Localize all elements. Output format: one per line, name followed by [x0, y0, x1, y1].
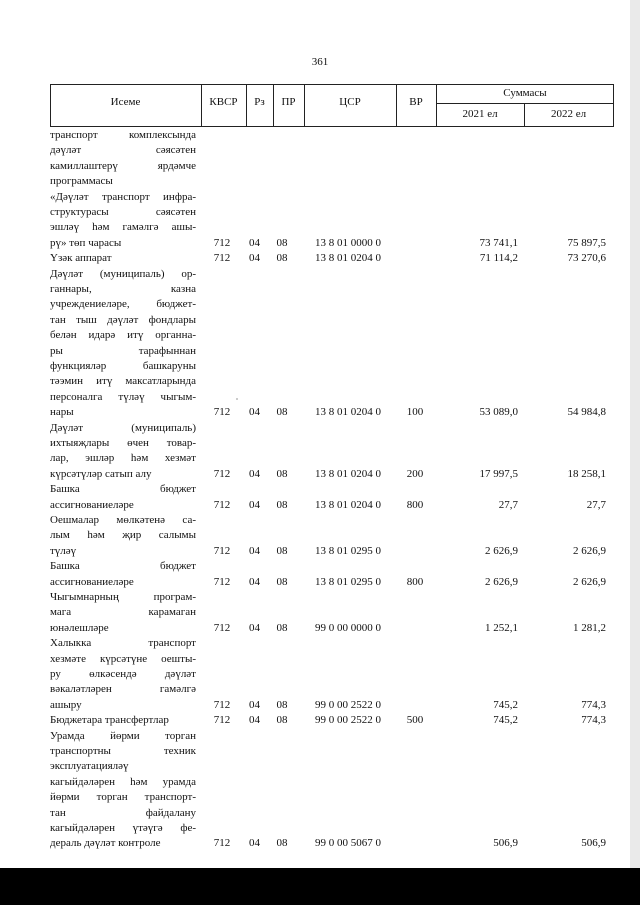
- row-name-line: күрсәтүләр сатып алу: [50, 467, 152, 480]
- row-name-line: Башка бюджет: [50, 560, 196, 573]
- header-name: Исеме: [110, 96, 141, 108]
- cell-y2: 75 897,5: [567, 236, 606, 249]
- row-name-line: ассигнованиеләре: [50, 498, 134, 511]
- cell-y2: 27,7: [586, 498, 606, 511]
- row-name-line: эксплуатацияләү: [50, 760, 129, 773]
- cell-kvsr: 712: [213, 837, 231, 850]
- scan-speck: [236, 398, 238, 400]
- row-name-line: камиллаштерү ярдәмче: [50, 159, 196, 172]
- cell-rz: 04: [249, 406, 260, 419]
- table-row: [50, 267, 614, 421]
- cell-y2: 73 270,6: [567, 252, 606, 265]
- row-name-line: ры тарафыннан: [50, 344, 196, 357]
- table-row: [50, 559, 614, 590]
- cell-csr: 13 8 01 0000 0: [315, 236, 381, 249]
- cell-pr: 08: [276, 621, 288, 634]
- cell-kvsr: 712: [213, 544, 231, 557]
- cell-y2: 774,3: [581, 714, 606, 727]
- table-row: [50, 513, 614, 559]
- page-number: 361: [311, 56, 329, 68]
- table-row: [50, 190, 614, 252]
- row-name-line: «Дәүләт транспорт инфра-: [50, 190, 196, 203]
- row-name-line: Урамда йөрми торган: [50, 729, 196, 742]
- cell-kvsr: 712: [213, 575, 231, 588]
- cell-rz: 04: [249, 837, 260, 850]
- row-name-line: ихтыяҗлары өчен товар-: [50, 437, 196, 449]
- cell-csr: 13 8 01 0295 0: [315, 575, 381, 588]
- table-row: [50, 636, 614, 713]
- row-name-line: Дәүләт (муниципаль): [50, 421, 196, 434]
- cell-y1: 2 626,9: [485, 544, 518, 557]
- cell-rz: 04: [249, 698, 260, 711]
- header-bottom-border: [50, 126, 614, 127]
- header-top-border: [50, 84, 614, 85]
- cell-rz: 04: [249, 498, 260, 511]
- row-name-line: түләү: [50, 544, 77, 557]
- row-name: [50, 729, 196, 852]
- header-year-2022: 2022 ел: [550, 108, 587, 120]
- scan-bottom-bar: [0, 868, 640, 905]
- row-name: [50, 190, 196, 252]
- cell-y1: 53 089,0: [479, 406, 518, 419]
- row-name-line: тәэмин итү максатларында: [50, 375, 196, 388]
- cell-pr: 08: [276, 714, 288, 727]
- cell-pr: 08: [276, 544, 288, 557]
- row-name: [50, 482, 196, 513]
- row-name: [50, 559, 196, 590]
- cell-pr: 08: [276, 252, 288, 265]
- row-name-line: лым һәм җир салымы: [50, 529, 196, 542]
- cell-pr: 08: [276, 837, 288, 850]
- row-name-line: тан тыш дәүләт фондлары: [50, 313, 196, 326]
- cell-kvsr: 712: [213, 714, 231, 727]
- cell-y2: 2 626,9: [573, 544, 606, 557]
- cell-csr: 99 0 00 2522 0: [315, 714, 381, 727]
- cell-pr: 08: [276, 575, 288, 588]
- row-name: [50, 636, 196, 713]
- cell-y1: 17 997,5: [479, 467, 518, 480]
- cell-kvsr: 712: [213, 406, 231, 419]
- cell-vr: 800: [406, 498, 424, 511]
- row-name-line: персоналга түләү чыгым-: [50, 390, 196, 403]
- row-name: [50, 251, 196, 266]
- cell-kvsr: 712: [213, 467, 231, 480]
- row-name-line: учреждениеләре, бюджет-: [50, 298, 196, 311]
- cell-csr: 13 8 01 0295 0: [315, 544, 381, 557]
- row-name-line: вәкаләтләрен гамәлгә: [50, 683, 196, 696]
- cell-vr: 100: [406, 406, 424, 419]
- cell-csr: 13 8 01 0204 0: [315, 406, 381, 419]
- cell-pr: 08: [276, 406, 288, 419]
- row-name-line: Үзәк аппарат: [50, 252, 112, 265]
- row-name-line: хезмәте күрсәтүне оешты-: [50, 652, 196, 665]
- cell-rz: 04: [249, 544, 260, 557]
- cell-kvsr: 712: [213, 698, 231, 711]
- table-row: [50, 482, 614, 513]
- row-name: [50, 128, 196, 190]
- row-name-line: мага карамаган: [50, 606, 196, 619]
- table-row: [50, 713, 614, 728]
- row-name: [50, 421, 196, 483]
- row-name-line: функцияләр башкаруны: [50, 360, 196, 373]
- cell-vr: 500: [406, 714, 424, 727]
- row-name-line: транспортны техник: [50, 745, 196, 757]
- cell-rz: 04: [249, 252, 260, 265]
- cell-kvsr: 712: [213, 236, 231, 249]
- row-name: [50, 267, 196, 421]
- cell-csr: 13 8 01 0204 0: [315, 252, 381, 265]
- row-name-line: рү» төп чарасы: [50, 236, 122, 249]
- row-name-line: тан файдалану: [50, 806, 196, 819]
- header-rz: Рз: [254, 96, 265, 108]
- row-name-line: ганнары, казна: [50, 283, 196, 295]
- row-name-line: Чыгымнарның програм-: [50, 591, 196, 603]
- row-name-line: дәүләт сәясәтен: [50, 144, 196, 157]
- cell-y2: 1 281,2: [573, 621, 606, 634]
- header-year-2021: 2021 ел: [462, 108, 498, 120]
- row-name-line: юнәлешләре: [50, 621, 109, 634]
- cell-y1: 73 741,1: [479, 236, 518, 249]
- cell-kvsr: 712: [213, 498, 231, 511]
- cell-kvsr: 712: [213, 621, 231, 634]
- row-name: [50, 590, 196, 636]
- cell-csr: 13 8 01 0204 0: [315, 467, 381, 480]
- header-csr: ЦСР: [339, 96, 361, 108]
- cell-y2: 506,9: [581, 837, 606, 850]
- row-name-line: кагыйдәләрен үтәүгә фе-: [50, 822, 196, 835]
- cell-y1: 2 626,9: [485, 575, 518, 588]
- header-sums: Суммасы: [503, 87, 547, 99]
- table-row: [50, 729, 614, 852]
- row-name-line: программасы: [50, 175, 113, 188]
- row-name: [50, 513, 196, 559]
- header-pr: ПР: [281, 96, 296, 108]
- sums-divider: [436, 103, 614, 104]
- row-name-line: Дәүләт (муниципаль) ор-: [50, 267, 196, 280]
- row-name-line: Халыкка транспорт: [50, 637, 196, 650]
- row-name-line: ашыру: [50, 698, 82, 711]
- cell-y1: 506,9: [493, 837, 518, 850]
- cell-csr: 99 0 00 0000 0: [315, 621, 381, 634]
- cell-rz: 04: [249, 467, 260, 480]
- cell-csr: 99 0 00 2522 0: [315, 698, 381, 711]
- row-name-line: Башка бюджет: [50, 483, 196, 496]
- cell-pr: 08: [276, 236, 288, 249]
- header-kvsr: КВСР: [209, 96, 238, 108]
- cell-csr: 99 0 00 5067 0: [315, 837, 381, 850]
- row-name: [50, 713, 196, 728]
- row-name-line: йөрми торган транспорт-: [50, 791, 196, 804]
- cell-y1: 71 114,2: [479, 252, 518, 265]
- cell-pr: 08: [276, 498, 288, 511]
- cell-pr: 08: [276, 467, 288, 480]
- cell-y1: 1 252,1: [485, 621, 518, 634]
- row-name-line: транспорт комплексында: [50, 129, 196, 141]
- cell-y2: 2 626,9: [573, 575, 606, 588]
- cell-rz: 04: [249, 575, 260, 588]
- table-row: [50, 590, 614, 636]
- row-name-line: дераль дәүләт контроле: [50, 837, 161, 850]
- cell-rz: 04: [249, 621, 260, 634]
- scan-edge: [630, 0, 640, 868]
- table-row: [50, 128, 614, 190]
- row-name-line: структурасы сәясәтен: [50, 206, 196, 218]
- cell-y1: 745,2: [493, 714, 518, 727]
- table-row: [50, 421, 614, 483]
- cell-rz: 04: [249, 236, 260, 249]
- cell-vr: 800: [406, 575, 424, 588]
- cell-y2: 774,3: [581, 698, 606, 711]
- cell-y2: 18 258,1: [567, 467, 606, 480]
- row-name-line: белән идарә итү органна-: [50, 329, 196, 342]
- row-name-line: Оешмалар мөлкәтенә са-: [50, 514, 196, 526]
- cell-vr: 200: [406, 467, 424, 480]
- cell-y2: 54 984,8: [567, 406, 606, 419]
- row-name-line: ассигнованиеләре: [50, 575, 134, 588]
- cell-csr: 13 8 01 0204 0: [315, 498, 381, 511]
- table-row: [50, 251, 614, 266]
- row-name-line: эшләү һәм гамәлгә ашы-: [50, 221, 196, 234]
- row-name-line: лар, эшләр һәм хезмәт: [50, 452, 196, 465]
- cell-y1: 745,2: [493, 698, 518, 711]
- cell-rz: 04: [249, 714, 260, 727]
- row-name-line: ру өлкәсендә дәүләт: [50, 668, 196, 680]
- row-name-line: кагыйдәләрен һәм урамда: [50, 775, 196, 788]
- cell-y1: 27,7: [498, 498, 518, 511]
- header-vr: ВР: [409, 96, 423, 108]
- cell-pr: 08: [276, 698, 288, 711]
- row-name-line: Бюджетара трансфертлар: [50, 714, 169, 727]
- cell-kvsr: 712: [213, 252, 231, 265]
- row-name-line: нары: [50, 406, 74, 419]
